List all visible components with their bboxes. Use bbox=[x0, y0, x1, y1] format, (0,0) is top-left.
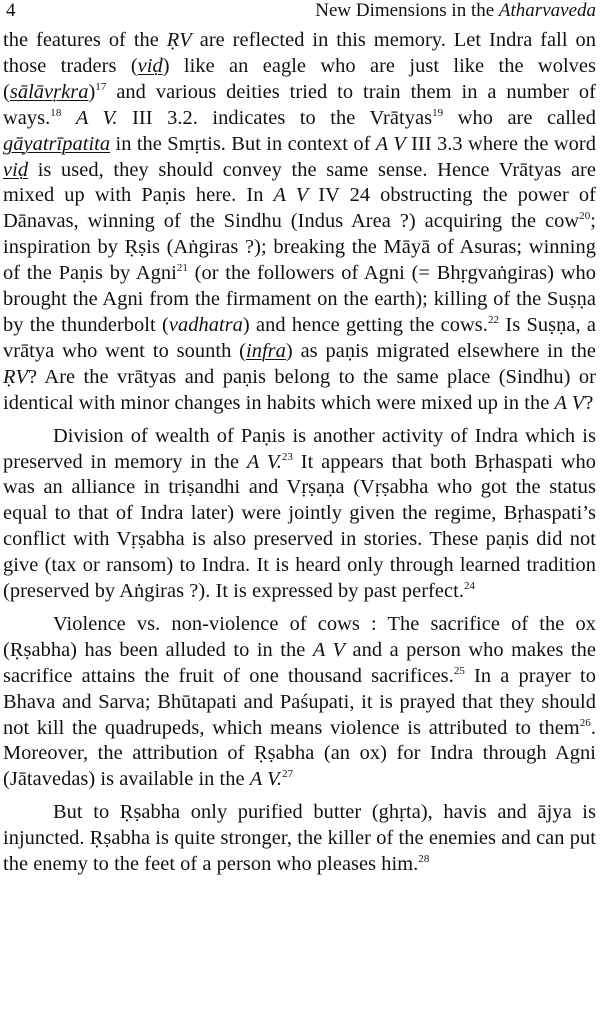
paragraph bbox=[3, 612, 596, 793]
text-run: III 3.2. indicates to the Vrātyas bbox=[117, 106, 433, 129]
footnote-ref: 18 bbox=[50, 106, 62, 119]
text-run: IV 24 obstructing the power of Dānavas, winning of the Sindhu (Indus Area ?) acquiring the cow bbox=[3, 184, 597, 233]
emphasis-text: A V. bbox=[246, 450, 282, 473]
text-run: are reflected in this memory. Let Indra fall on those traders ( bbox=[3, 29, 596, 77]
text-run: It appears that both Bṛhaspati who was an alliance in triṣandhi and Vṛṣaṇa (Vṛṣabha who got the status equal to that of Indra later) were jointly given the regime, Bṛhaspati’s conflict with Vṛṣabha is also preserved in stories. These paṇis did not give (tax or ransom) to Indra. It is heard only through learned tradition (preserved by Aṅgiras ?). It is expressed by past perfect. bbox=[3, 450, 596, 603]
footnote-ref: 27 bbox=[282, 768, 294, 781]
emphasis-text: A V bbox=[273, 184, 309, 207]
text-run: who are called bbox=[443, 106, 596, 129]
text-run: ) and hence getting the cows. bbox=[242, 313, 488, 336]
footnote-ref: 22 bbox=[487, 314, 500, 327]
text-run: Violence vs. non-violence of cows : The sacrifice of the ox (Ṛṣabha) has been alluded to in the bbox=[3, 612, 596, 661]
text-run: ) bbox=[88, 80, 96, 103]
text-run: ? bbox=[584, 391, 594, 414]
emphasis-text: viḍ bbox=[137, 54, 163, 77]
footnote-ref: 23 bbox=[281, 450, 293, 463]
emphasis-text: gāyatrīpatita bbox=[3, 132, 111, 155]
text-run: and various deities tried to train them in a number of ways. bbox=[3, 80, 596, 129]
footnote-ref: 20 bbox=[579, 210, 591, 223]
text-run: ? Are the vrātyas and paṇis belong to the same place (Sindhu) or identical with minor changes in habits which were mixed up in the bbox=[3, 365, 596, 414]
footnote-ref: 25 bbox=[453, 664, 465, 677]
text-run: In a prayer to Bhava and Sarva; Bhūtapati and Paśupati, it is prayed that they should not kill the quadrupeds, which means violence is attributed to them bbox=[3, 664, 597, 739]
footnote-ref: 21 bbox=[176, 262, 188, 275]
footnote-ref: 24 bbox=[463, 580, 476, 593]
footnote-ref: 17 bbox=[95, 81, 107, 94]
emphasis-text: infra bbox=[246, 339, 286, 362]
footnote-ref: 19 bbox=[432, 106, 444, 119]
emphasis-text: A V bbox=[312, 638, 345, 661]
emphasis-text: A V bbox=[375, 132, 406, 155]
emphasis-text: sālāvṛkra bbox=[9, 80, 89, 103]
page-number: 4 bbox=[6, 0, 16, 21]
paragraph bbox=[3, 800, 596, 878]
paragraph bbox=[3, 28, 596, 417]
text-run bbox=[61, 107, 76, 129]
text-run: in the Smṛtis. But in context of bbox=[110, 132, 376, 155]
emphasis-text: vadhatra bbox=[168, 313, 243, 336]
running-title-italic: Atharvaveda bbox=[498, 0, 596, 21]
footnote-ref: 28 bbox=[418, 853, 430, 866]
text-run: III 3.3 where the word bbox=[405, 132, 596, 155]
text-run: Is Suṣṇa, a vrātya who went to sounth ( bbox=[3, 313, 596, 362]
running-title bbox=[315, 0, 596, 22]
paragraph bbox=[3, 424, 596, 605]
emphasis-text: viḍ bbox=[3, 158, 29, 181]
text-run: Division of wealth of Paṇis is another activity of Indra which is preserved in memory in the bbox=[3, 424, 596, 473]
text-run: But to Ṛṣabha only purified butter (ghṛta), havis and ājya is injuncted. Ṛṣabha is quite stronger, the killer of the enemies and can put the enemy to the feet of a person who pleases him. bbox=[3, 801, 596, 876]
text-run: (or the followers of Agni (= Bhṛgvaṅgiras) who brought the Agni from the firmament on the earth); killing of the Suṣṇa by the thunderbolt ( bbox=[3, 262, 596, 336]
body-text bbox=[3, 28, 596, 878]
emphasis-text: A V. bbox=[249, 768, 283, 791]
running-header bbox=[3, 0, 596, 28]
text-run: ) like an eagle who are just like the wolves ( bbox=[3, 54, 596, 103]
text-run: the features of the bbox=[3, 29, 167, 51]
emphasis-text: ṚV bbox=[3, 365, 29, 388]
text-run: ) as paṇis migrated elsewhere in the bbox=[285, 339, 596, 362]
text-run: is used, they should convey the same sense. Hence Vrātyas are mixed up with Paṇis here. In bbox=[3, 158, 596, 207]
footnote-ref: 26 bbox=[579, 716, 591, 729]
text-run: ; inspiration by Ṛṣis (Aṅgiras ?); breaking the Māyā of Asuras; winning of the Paṇis by Agni bbox=[3, 210, 596, 285]
running-title-text: New Dimensions in the bbox=[315, 0, 499, 21]
emphasis-text: A V bbox=[554, 391, 585, 414]
emphasis-text: ṚV bbox=[166, 29, 192, 51]
emphasis-text: A V. bbox=[75, 106, 118, 129]
text-run: and a person who makes the sacrifice attains the fruit of one thousand sacrifices. bbox=[3, 638, 596, 687]
text-run: . Moreover, the attribution of Ṛṣabha (an ox) for Indra through Agni (Jātavedas) is available in the bbox=[3, 716, 596, 791]
